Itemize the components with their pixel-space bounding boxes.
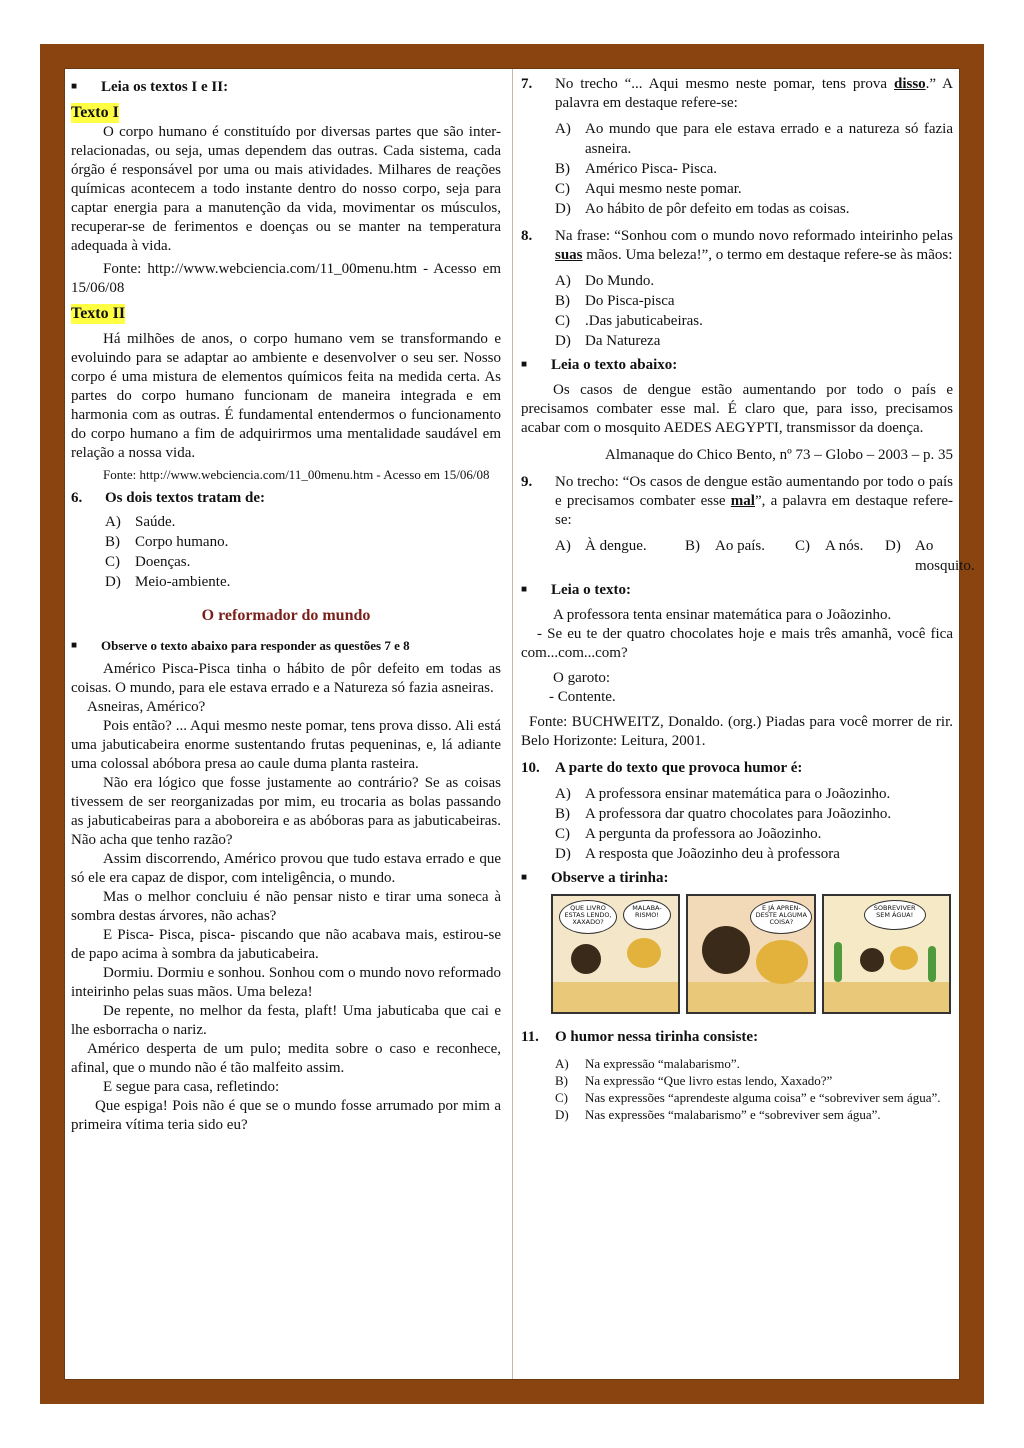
story-paragraph: E Pisca- Pisca, pisca- piscando que não acabava mais, estirou-se de papo acima à sombra da jabuticabeira. xyxy=(71,927,501,962)
option-item: C) A pergunta da professora ao Joãozinho. xyxy=(555,826,822,842)
cactus xyxy=(928,946,936,982)
question-6 xyxy=(71,489,501,508)
instruction-text: Observe o texto abaixo para responder as questões 7 e 8 xyxy=(101,638,410,653)
joke-source: Fonte: BUCHWEITZ, Donaldo. (org.) Piadas para você morrer de rir. Belo Horizonte: Leitura, 2001. xyxy=(521,714,953,749)
instruction-bullet xyxy=(521,868,953,888)
question-text: O humor nessa tirinha consiste: xyxy=(555,1029,759,1045)
instruction-text: Leia o texto: xyxy=(551,582,631,598)
texto1-source: Fonte: http://www.webciencia.com/11_00menu.htm - Acesso em 15/06/08 xyxy=(71,261,501,296)
page-content xyxy=(64,68,975,1380)
q7-options xyxy=(555,119,953,219)
question-text: Os dois textos tratam de: xyxy=(105,490,265,506)
story-paragraph: Dormiu. Dormiu e sonhou. Sonhou com o mundo novo reformado inteirinho pelas suas mãos. Uma beleza! xyxy=(71,965,501,1000)
option-item: C) Nas expressões “aprendeste alguma coisa” e “sobreviver sem água”. xyxy=(555,1090,941,1105)
q9-options xyxy=(555,536,975,576)
speech-balloon: QUE LIVRO ESTAS LENDO, XAXADO? xyxy=(559,900,617,934)
instruction-bullet xyxy=(521,355,953,375)
dengue-source: Almanaque do Chico Bento, nº 73 – Globo – 2003 – p. 35 xyxy=(605,447,953,463)
option-item: B) Ao país. xyxy=(685,538,765,554)
comic-panel xyxy=(822,894,951,1014)
story-paragraph: De repente, no melhor da festa, plaft! Uma jabuticaba que cai e lhe esborracha o nariz. xyxy=(71,1003,501,1038)
option-item: D) A resposta que Joãozinho deu à professora xyxy=(555,846,840,862)
option-item: C) Doenças. xyxy=(105,554,191,570)
story-paragraph: Pois então? ... Aqui mesmo neste pomar, tens prova disso. Ali está uma jabuticabeira enorme sustentando frutas pequeninas, e, lá adiante uma colossal abóbora presa ao caule duma planta rasteira. xyxy=(71,718,501,772)
joke-line: A professora tenta ensinar matemática para o Joãozinho. xyxy=(553,607,892,623)
bullet-icon: ■ xyxy=(521,584,528,595)
question-text: No trecho “... Aqui mesmo neste pomar, tens prova disso.” A palavra em destaque refere-se: xyxy=(555,76,953,111)
comic-strip xyxy=(551,894,951,1014)
option-item: C) Aqui mesmo neste pomar. xyxy=(555,181,742,197)
comic-ground xyxy=(688,982,813,1012)
question-9 xyxy=(521,473,953,530)
speech-balloon: E JÁ APREN-DESTE ALGUMA COISA? xyxy=(750,900,812,934)
texto1-title: Texto I xyxy=(71,104,119,121)
story-paragraph: Mas o melhor concluiu é não pensar nisto e tirar uma soneca à sombra destas árvores, não achas? xyxy=(71,889,501,924)
instruction-text: Leia o texto abaixo: xyxy=(551,357,678,373)
joke-line: O garoto: xyxy=(553,670,611,686)
texto2-source: Fonte: http://www.webciencia.com/11_00menu.htm - Acesso em 15/06/08 xyxy=(103,467,490,482)
q11-options xyxy=(555,1055,953,1123)
texto2-body: Há milhões de anos, o corpo humano vem se transformando e evoluindo para se adaptar ao ambiente e desenvolver o seu ser. Nosso corpo é uma mistura de elementos químicos feita na medida certa. As partes do corpo humano funcionam de maneira integrada e em harmonia com as outras. É fundamental entendermos o funcionamento do corpo humano a fim de adquirirmos uma mentalidade saudável em relação a nossa vida. xyxy=(71,331,501,461)
story-paragraph: Não era lógico que fosse justamente ao contrário? Se as coisas tivessem de ser reorganizadas por mim, eu trocaria as bolas passando as jabuticabeiras para a aboboreira e as abóboras para as jabuticabeiras. Não acha que tenho razão? xyxy=(71,775,501,848)
instruction-text: Observe a tirinha: xyxy=(551,870,669,886)
instruction-bullet xyxy=(71,636,501,656)
joke-line: - Se eu te der quatro chocolates hoje e mais três amanhã, você fica com...com...com? xyxy=(521,626,953,661)
character-head xyxy=(571,944,601,974)
question-number: 11. xyxy=(521,1029,539,1045)
character-head xyxy=(860,948,884,972)
comic-panel xyxy=(551,894,680,1014)
question-number: 8. xyxy=(521,228,533,244)
option-item: D) Da Natureza xyxy=(555,333,661,349)
story-paragraph: Américo Pisca-Pisca tinha o hábito de pôr defeito em todas as coisas. O mundo, para ele estava errado e a Natureza só fazia asneiras. xyxy=(71,661,501,696)
question-10 xyxy=(521,759,953,778)
question-number: 10. xyxy=(521,760,540,776)
character-hat xyxy=(627,938,661,968)
character-hat xyxy=(890,946,918,970)
cactus xyxy=(834,942,842,982)
right-column xyxy=(521,75,975,1375)
q8-options xyxy=(555,271,953,351)
question-text: Na frase: “Sonhou com o mundo novo reformado inteirinho pelas suas mãos. Uma beleza!”, o termo em destaque refere-se às mãos: xyxy=(555,228,953,263)
q6-options xyxy=(105,512,501,592)
story-paragraph: E segue para casa, refletindo: xyxy=(103,1079,280,1095)
story-title: O reformador do mundo xyxy=(201,607,371,624)
character-hat xyxy=(756,940,808,984)
option-item: A) Do Mundo. xyxy=(555,273,655,289)
option-item: A) A professora ensinar matemática para o Joãozinho. xyxy=(555,786,891,802)
instruction-bullet xyxy=(71,77,501,97)
option-item: C) A nós. xyxy=(795,538,864,554)
question-11 xyxy=(521,1028,953,1047)
speech-balloon: MALABA-RISMO! xyxy=(623,900,671,930)
option-item: D) Meio-ambiente. xyxy=(105,574,231,590)
option-item: A) Ao mundo que para ele estava errado e a natureza só fazia asneira. xyxy=(555,121,953,157)
bullet-icon: ■ xyxy=(71,81,78,92)
comic-ground xyxy=(824,982,949,1012)
speech-balloon: SOBREVIVER SEM ÁGUA! xyxy=(864,900,926,930)
story-paragraph: Assim discorrendo, Américo provou que tudo estava errado e que só ele era capaz de dispor, com inteligência, o mundo. xyxy=(71,851,501,886)
option-item: D) Nas expressões “malabarismo” e “sobreviver sem água”. xyxy=(555,1107,881,1122)
character-head xyxy=(702,926,750,974)
story-paragraph: Que espiga! Pois não é que se o mundo fosse arrumado por mim a primeira vítima teria sido eu? xyxy=(71,1098,501,1133)
question-number: 7. xyxy=(521,76,533,92)
question-text: A parte do texto que provoca humor é: xyxy=(555,760,803,776)
option-item: C) .Das jabuticabeiras. xyxy=(555,313,703,329)
question-number: 6. xyxy=(71,490,83,506)
comic-ground xyxy=(553,982,678,1012)
comic-panel xyxy=(686,894,815,1014)
option-item: B) Do Pisca-pisca xyxy=(555,293,675,309)
q10-options xyxy=(555,784,953,864)
option-item: B) Américo Pisca- Pisca. xyxy=(555,161,718,177)
left-column xyxy=(71,75,501,1375)
story-body xyxy=(71,660,501,1135)
story-paragraph: Américo desperta de um pulo; medita sobre o caso e reconhece, afinal, que o mundo não é tão malfeito assim. xyxy=(71,1041,501,1076)
option-item: B) Corpo humano. xyxy=(105,534,229,550)
option-item: B) A professora dar quatro chocolates para Joãozinho. xyxy=(555,806,892,822)
option-item: D) Ao mosquito. xyxy=(885,538,975,574)
column-divider xyxy=(512,69,513,1379)
bullet-icon: ■ xyxy=(521,872,528,883)
instruction-text: Leia os textos I e II: xyxy=(101,79,229,95)
option-item: A) Na expressão “malabarismo”. xyxy=(555,1056,740,1071)
instruction-bullet xyxy=(521,580,953,600)
option-item: A) À dengue. xyxy=(555,538,647,554)
texto2-title: Texto II xyxy=(71,305,126,322)
option-item: D) Ao hábito de pôr defeito em todas as coisas. xyxy=(555,201,850,217)
joke-line: - Contente. xyxy=(549,689,616,705)
story-paragraph: Asneiras, Américo? xyxy=(87,699,206,715)
question-8 xyxy=(521,227,953,265)
question-7 xyxy=(521,75,953,113)
question-text: No trecho: “Os casos de dengue estão aumentando por todo o país e precisamos combater esse mal”, a palavra em destaque refere-se: xyxy=(555,474,953,528)
bullet-icon: ■ xyxy=(71,640,78,651)
option-item: A) Saúde. xyxy=(105,514,176,530)
bullet-icon: ■ xyxy=(521,359,528,370)
texto1-body: O corpo humano é constituído por diversas partes que são inter-relacionadas, ou seja, umas dependem das outras. Cada sistema, cada órgão é responsável por uma ou mais atividades. Milhares de reações químicas acontecem a todo instante dentro do nosso corpo, seja para captar energia para a manutenção da vida, movimentar os músculos, recuperar-se de ferimentos e doenças ou se manter na temperatura adequada à vida. xyxy=(71,124,501,254)
dengue-text: Os casos de dengue estão aumentando por todo o país e precisamos combater esse mal. É claro que, para isso, precisamos acabar com o mosquito AEDES AEGYPTI, transmissor da doença. xyxy=(521,382,953,436)
option-item: B) Na expressão “Que livro estas lendo, Xaxado?” xyxy=(555,1073,833,1088)
question-number: 9. xyxy=(521,474,533,490)
